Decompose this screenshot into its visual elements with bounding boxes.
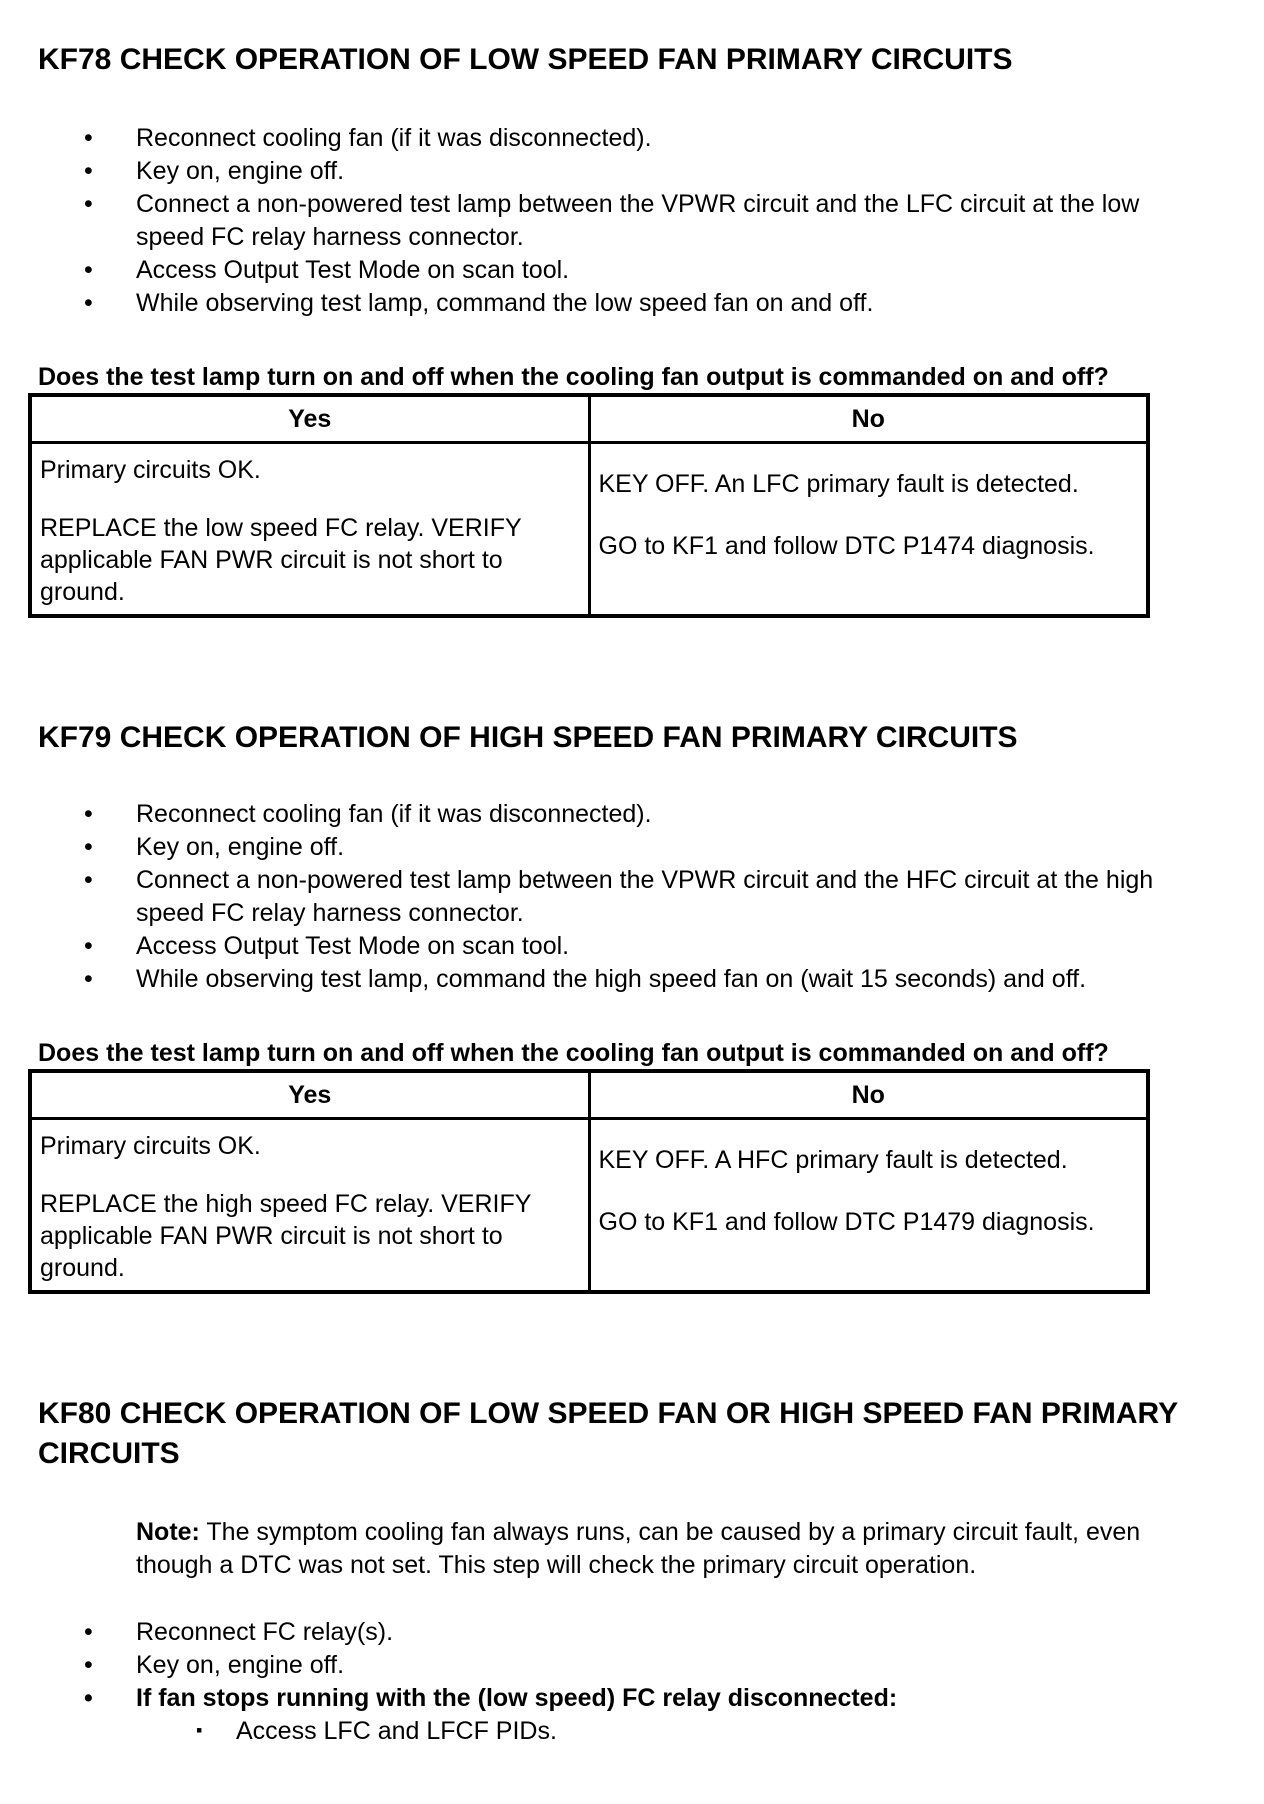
- sub-step-item: ▪ Access LFC and LFCF PIDs.: [136, 1715, 1230, 1748]
- step-item-bold: [0, 1682, 1230, 1748]
- step-item: • Key on, engine off.: [0, 155, 1230, 188]
- section-title-kf78: KF78 CHECK OPERATION OF LOW SPEED FAN PRIMARY CIRCUITS: [38, 43, 1013, 76]
- step-item: • Reconnect cooling fan (if it was disconnected).: [0, 122, 1230, 155]
- yes-cell: [30, 1119, 589, 1293]
- no-line: KEY OFF. An LFC primary fault is detected.: [598, 470, 1079, 498]
- yes-line: Primary circuits OK.: [40, 1132, 261, 1160]
- yes-cell: [30, 443, 589, 617]
- no-line: GO to KF1 and follow DTC P1479 diagnosis.: [598, 1208, 1095, 1236]
- no-line: GO to KF1 and follow DTC P1474 diagnosis.: [598, 532, 1095, 560]
- step-item: • Access Output Test Mode on scan tool.: [0, 254, 1230, 287]
- section-title-kf79: KF79 CHECK OPERATION OF HIGH SPEED FAN PRIMARY CIRCUITS: [38, 721, 1018, 754]
- yes-header: Yes: [30, 1071, 589, 1119]
- section-title-kf80: KF80 CHECK OPERATION OF LOW SPEED FAN OR HIGH SPEED FAN PRIMARY CIRCUITS: [38, 1397, 1178, 1470]
- step-item: • Connect a non-powered test lamp between the VPWR circuit and the HFC circuit at the high speed FC relay harness connector.: [0, 864, 1206, 930]
- step-item: • Reconnect FC relay(s).: [0, 1616, 1230, 1649]
- note-label: Note:: [136, 1518, 200, 1546]
- no-header: No: [589, 395, 1148, 443]
- step-list-kf80: [0, 1616, 1230, 1748]
- step-item: • Reconnect cooling fan (if it was disconnected).: [0, 798, 1230, 831]
- question-kf79: Does the test lamp turn on and off when the cooling fan output is commanded on and off?: [38, 1039, 1109, 1067]
- step-item: • Connect a non-powered test lamp between the VPWR circuit and the LFC circuit at the low speed FC relay harness connector.: [0, 188, 1206, 254]
- step-item: • While observing test lamp, command the low speed fan on and off.: [0, 287, 1230, 320]
- yes-no-table-kf78: [28, 393, 1150, 618]
- step-item-text: If fan stops running with the (low speed) FC relay disconnected:: [136, 1684, 898, 1712]
- no-cell: [589, 443, 1148, 617]
- note-paragraph: [136, 1516, 1196, 1582]
- yes-line: Primary circuits OK.: [40, 456, 261, 484]
- no-header: No: [589, 1071, 1148, 1119]
- step-list-kf78: [0, 122, 1230, 320]
- yes-line: REPLACE the high speed FC relay. VERIFY applicable FAN PWR circuit is not short to ground.: [40, 1190, 531, 1282]
- step-item: • Access Output Test Mode on scan tool.: [0, 930, 1230, 963]
- question-kf78: Does the test lamp turn on and off when the cooling fan output is commanded on and off?: [38, 363, 1109, 391]
- step-list-kf79: [0, 798, 1230, 996]
- step-item: • While observing test lamp, command the high speed fan on (wait 15 seconds) and off.: [0, 963, 1230, 996]
- step-item: • Key on, engine off.: [0, 831, 1230, 864]
- note-text: The symptom cooling fan always runs, can be caused by a primary circuit fault, even though a DTC was not set. This step will check the primary circuit operation.: [136, 1518, 1141, 1579]
- no-line: KEY OFF. A HFC primary fault is detected.: [598, 1146, 1068, 1174]
- yes-header: Yes: [30, 395, 589, 443]
- step-item: • Key on, engine off.: [0, 1649, 1230, 1682]
- no-cell: [589, 1119, 1148, 1293]
- yes-no-table-kf79: [28, 1069, 1150, 1294]
- yes-line: REPLACE the low speed FC relay. VERIFY applicable FAN PWR circuit is not short to ground.: [40, 514, 522, 606]
- sub-step-list: [136, 1715, 1230, 1748]
